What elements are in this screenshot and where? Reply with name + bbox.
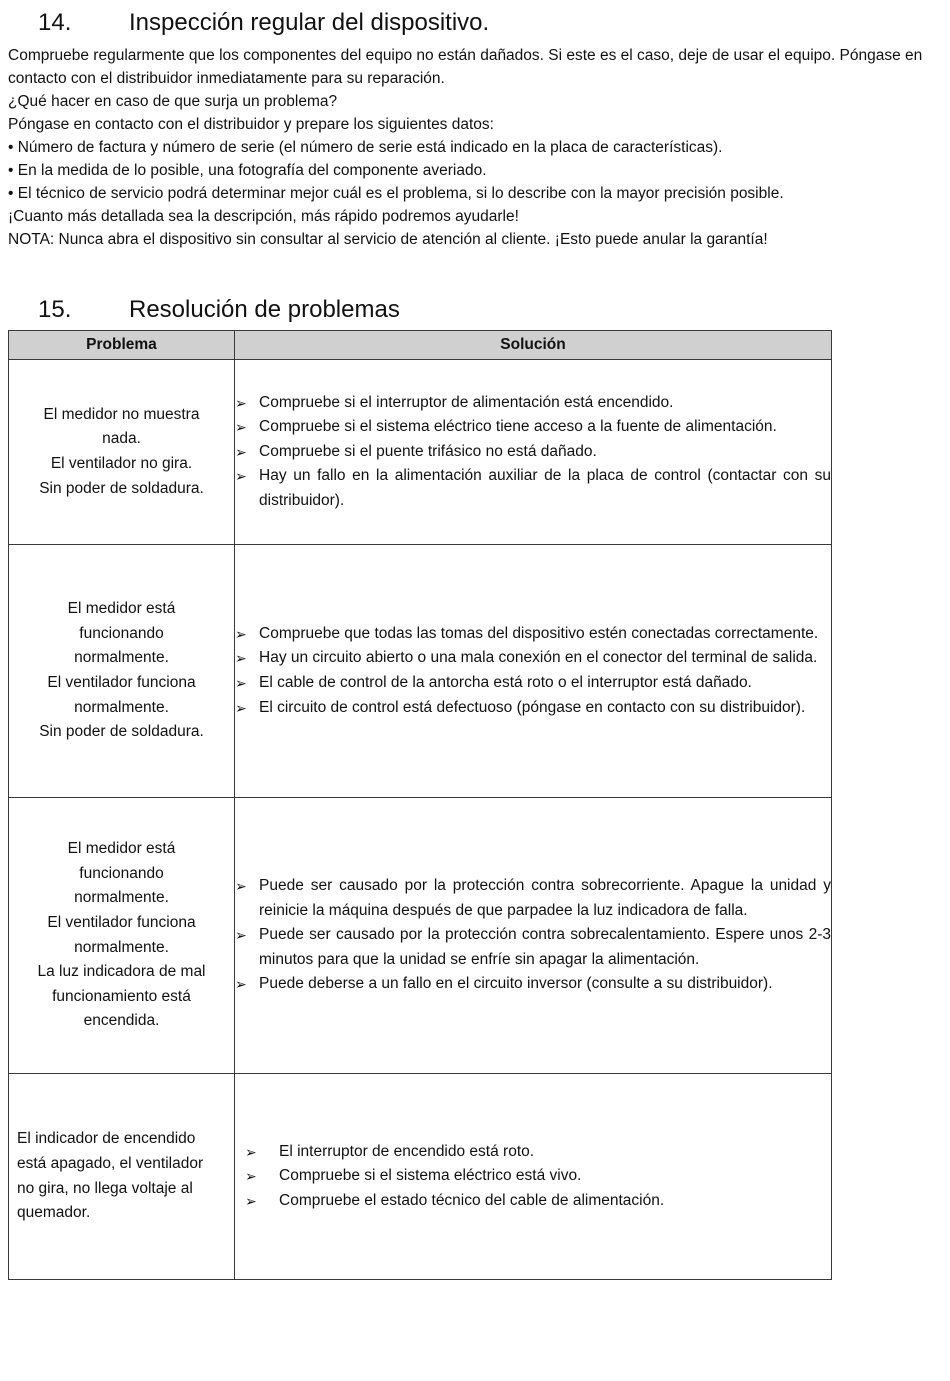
arrow-bullet-icon: ➢ (245, 1192, 257, 1209)
solution-list (235, 874, 831, 997)
solution-item (235, 464, 831, 513)
solution-item (235, 972, 831, 997)
problem-line: normalmente. (74, 698, 169, 716)
header-solution: Solución (235, 331, 832, 360)
solution-item (235, 622, 831, 647)
solution-cell (235, 360, 832, 545)
solution-text: El cable de control de la antorcha está roto o el interruptor está dañado. (259, 674, 752, 691)
troubleshooting-table (8, 330, 832, 1280)
section-15-number: 15. (38, 296, 72, 323)
problem-line: nada. (102, 430, 141, 448)
problem-line: La luz indicadora de mal (37, 963, 206, 981)
solution-text: El interruptor de encendido está roto. (279, 1142, 535, 1160)
problem-cell (9, 1074, 235, 1280)
arrow-bullet-icon: ➢ (235, 468, 247, 485)
solution-cell (235, 798, 832, 1074)
arrow-bullet-icon: ➢ (235, 650, 247, 667)
problem-line: funcionando (79, 864, 164, 882)
solution-item (245, 1140, 831, 1165)
problem-line: funcionamiento está (52, 987, 191, 1005)
problem-line: El ventilador funciona (47, 674, 196, 691)
solution-item (235, 671, 831, 696)
section-14-number: 14. (38, 9, 72, 36)
solution-item (235, 391, 831, 416)
problem-line: funcionando (79, 624, 164, 642)
solution-item (245, 1189, 831, 1214)
problem-line: El ventilador funciona (47, 913, 196, 931)
solution-item (235, 440, 831, 465)
arrow-bullet-icon: ➢ (235, 443, 247, 460)
problem-line: El indicador de encendido (17, 1130, 196, 1148)
solution-text: Puede deberse a un fallo en el circuito inversor (consulte a su distribuidor). (259, 975, 773, 993)
table-row (9, 798, 832, 1074)
table-row (9, 545, 832, 798)
intro-bullet-technician: • El técnico de servicio podrá determinar mejor cuál es el problema, si lo describe con la mayor precisión posible. (8, 185, 784, 202)
solution-item (245, 1164, 831, 1189)
section-15-title: Resolución de problemas (129, 296, 400, 323)
arrow-bullet-icon: ➢ (235, 394, 247, 411)
solution-text: Compruebe si el sistema eléctrico está vivo. (279, 1167, 582, 1185)
solution-item (235, 646, 831, 671)
arrow-bullet-icon: ➢ (245, 1168, 257, 1185)
solution-item (235, 923, 831, 972)
solution-text: El circuito de control está defectuoso (póngase en contacto con su distribuidor). (259, 698, 806, 716)
table-row (9, 1074, 832, 1280)
problem-line: normalmente. (74, 938, 169, 956)
intro-bullet-invoice: • Número de factura y número de serie (el número de serie está indicado en la placa de características). (8, 139, 723, 156)
solution-text: Compruebe si el puente trifásico no está dañado. (259, 442, 597, 460)
arrow-bullet-icon: ➢ (235, 419, 247, 436)
solution-text: Hay un fallo en la alimentación auxiliar de la placa de control (contactar con su distribuidor). (259, 467, 831, 509)
intro-question: ¿Qué hacer en caso de que surja un problema? (8, 93, 338, 110)
arrow-bullet-icon: ➢ (245, 1143, 257, 1160)
solution-list (245, 1140, 831, 1214)
solution-item (235, 874, 831, 923)
problem-line: Sin poder de soldadura. (39, 723, 204, 741)
solution-text: Hay un circuito abierto o una mala conexión en el conector del terminal de salida. (259, 649, 818, 667)
header-problem: Problema (9, 331, 235, 360)
table-row (9, 360, 832, 545)
arrow-bullet-icon: ➢ (235, 625, 247, 642)
solution-text: Compruebe el estado técnico del cable de alimentación. (279, 1191, 665, 1209)
solution-item (235, 415, 831, 440)
problem-line: está apagado, el ventilador (17, 1154, 204, 1172)
problem-cell (9, 798, 235, 1074)
problem-line: encendida. (83, 1012, 160, 1030)
problem-line: normalmente. (74, 889, 169, 907)
solution-list (235, 622, 831, 720)
intro-bullet-photo: • En la medida de lo posible, una fotografía del componente averiado. (8, 162, 487, 179)
intro-contact: Póngase en contacto con el distribuidor y prepare los siguientes datos: (8, 116, 494, 133)
solution-text: Puede ser causado por la protección contra sobrecalentamiento. Espere unos 2-3 minutos para que la unidad se enfríe sin apagar la alimentación. (259, 926, 831, 968)
problem-line: El medidor está (67, 600, 176, 618)
problem-line: El ventilador no gira. (50, 455, 193, 472)
section-15-heading (38, 296, 400, 324)
solution-cell (235, 1074, 832, 1280)
intro-detail-note: ¡Cuanto más detallada sea la descripción, más rápido podremos ayudarle! (8, 208, 519, 225)
problem-cell (9, 360, 235, 545)
arrow-bullet-icon: ➢ (235, 976, 247, 993)
problem-line: Sin poder de soldadura. (39, 479, 204, 497)
solution-text: Compruebe que todas las tomas del dispositivo estén conectadas correctamente. (259, 624, 819, 642)
intro-warranty-note: NOTA: Nunca abra el dispositivo sin consultar al servicio de atención al cliente. ¡Esto puede anular la garantía! (8, 231, 768, 248)
arrow-bullet-icon: ➢ (235, 675, 247, 691)
table-header-row (9, 331, 832, 360)
arrow-bullet-icon: ➢ (235, 927, 247, 944)
problem-line: no gira, no llega voltaje al (17, 1179, 193, 1197)
section-14-body (8, 44, 928, 251)
solution-text: Puede ser causado por la protección contra sobrecorriente. Apague la unidad y reinicie la máquina después de que parpadee la luz indicadora de falla. (259, 877, 831, 919)
solution-text: Compruebe si el interruptor de alimentación está encendido. (259, 393, 674, 411)
intro-paragraph: Compruebe regularmente que los componentes del equipo no están dañados. Si este es el caso, deje de usar el equipo. Póngase en contacto con el distribuidor inmediatamente para su reparación. (8, 47, 923, 87)
problem-line: normalmente. (74, 649, 169, 667)
arrow-bullet-icon: ➢ (235, 878, 247, 895)
problem-cell (9, 545, 235, 798)
problem-line: El medidor está (67, 840, 176, 858)
problem-line: quemador. (17, 1204, 91, 1222)
section-14-heading (38, 9, 489, 37)
section-14-title: Inspección regular del dispositivo. (129, 9, 490, 36)
arrow-bullet-icon: ➢ (235, 699, 247, 716)
solution-item (235, 696, 831, 721)
problem-line: El medidor no muestra (43, 405, 200, 423)
solution-text: Compruebe si el sistema eléctrico tiene acceso a la fuente de alimentación. (259, 418, 777, 436)
solution-cell (235, 545, 832, 798)
solution-list (235, 391, 831, 514)
